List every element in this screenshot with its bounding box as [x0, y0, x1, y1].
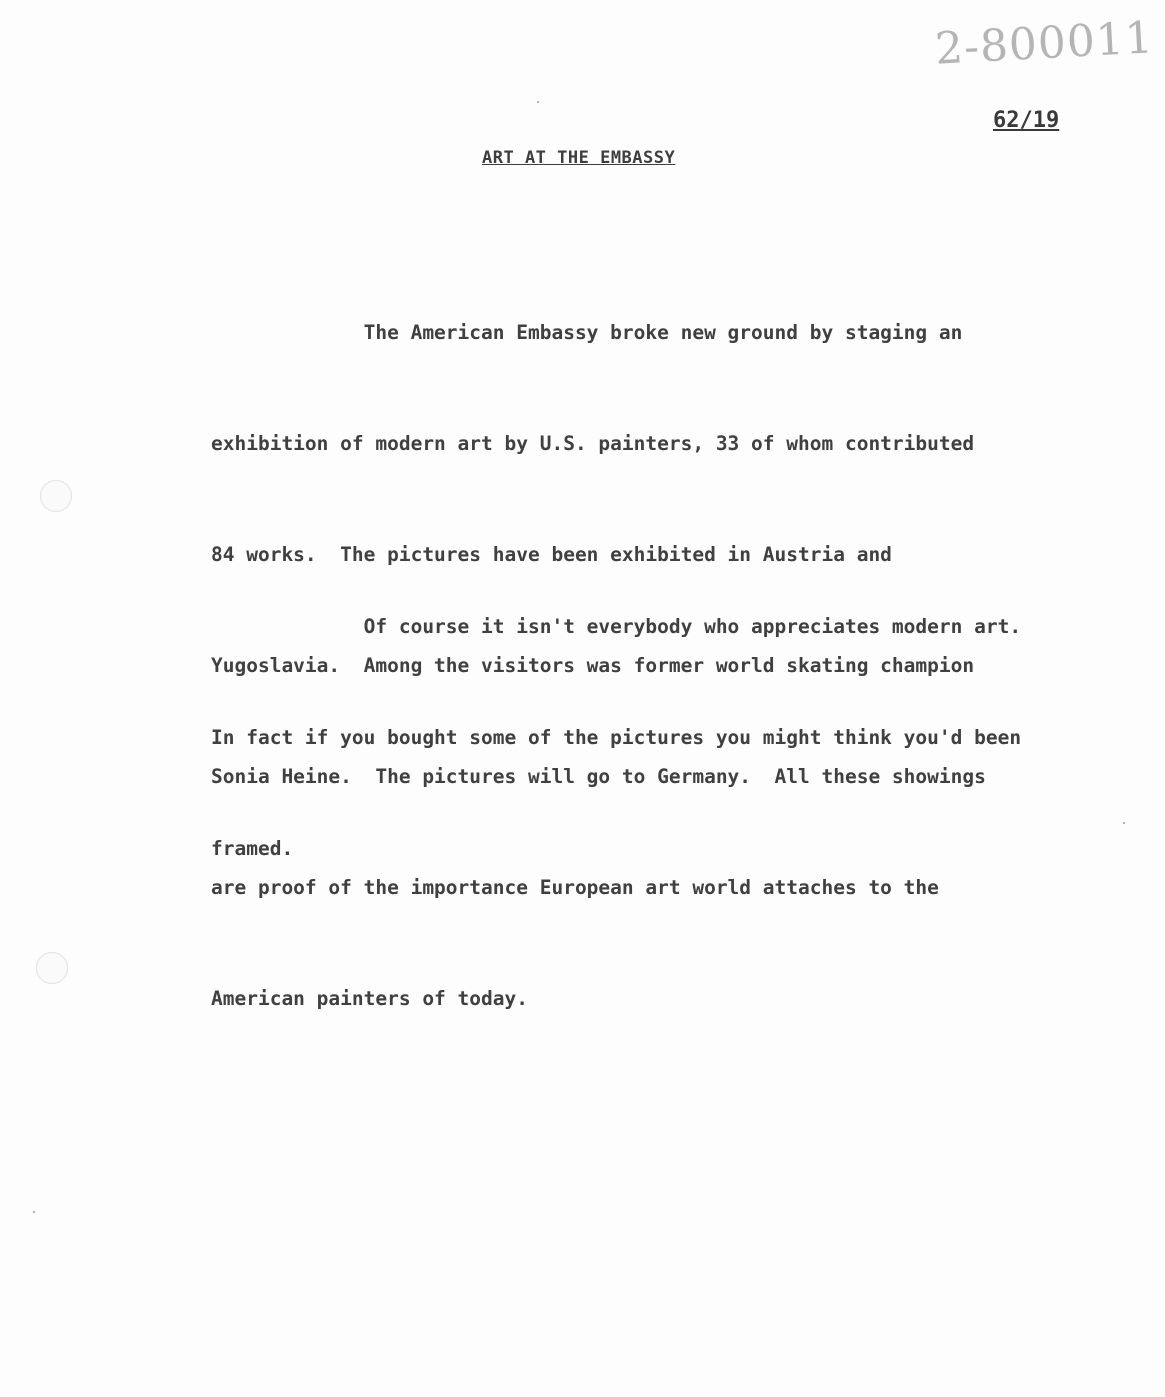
paragraph-line: framed. — [211, 837, 294, 860]
punch-hole — [36, 952, 68, 984]
page-number: 62/19 — [993, 108, 1060, 133]
paragraph-line: Sonia Heine. The pictures will go to Germany. All these showings — [211, 765, 986, 788]
paper-speck — [537, 101, 539, 103]
paragraph-line: American painters of today. — [211, 987, 528, 1010]
paragraph-2 — [211, 534, 1021, 941]
paragraph-line: Of course it isn't everybody who appreciates modern art. — [211, 615, 1022, 638]
paragraph-line: The American Embassy broke new ground by staging an — [211, 321, 963, 344]
paragraph-line: exhibition of modern art by U.S. painters, 33 of whom contributed — [211, 432, 975, 455]
punch-hole — [40, 480, 72, 512]
paragraph-line: are proof of the importance European art world attaches to the — [211, 876, 939, 899]
paragraph-line: Yugoslavia. Among the visitors was former world skating champion — [211, 654, 975, 677]
archive-number: 2-800011 — [933, 12, 1156, 75]
paper-speck — [33, 1211, 35, 1213]
paper-speck — [1123, 822, 1125, 824]
paragraph-line: In fact if you bought some of the pictures you might think you'd been — [211, 726, 1022, 749]
paragraph-line: 84 works. The pictures have been exhibited in Austria and — [211, 543, 892, 566]
document-title: ART AT THE EMBASSY — [482, 148, 676, 168]
